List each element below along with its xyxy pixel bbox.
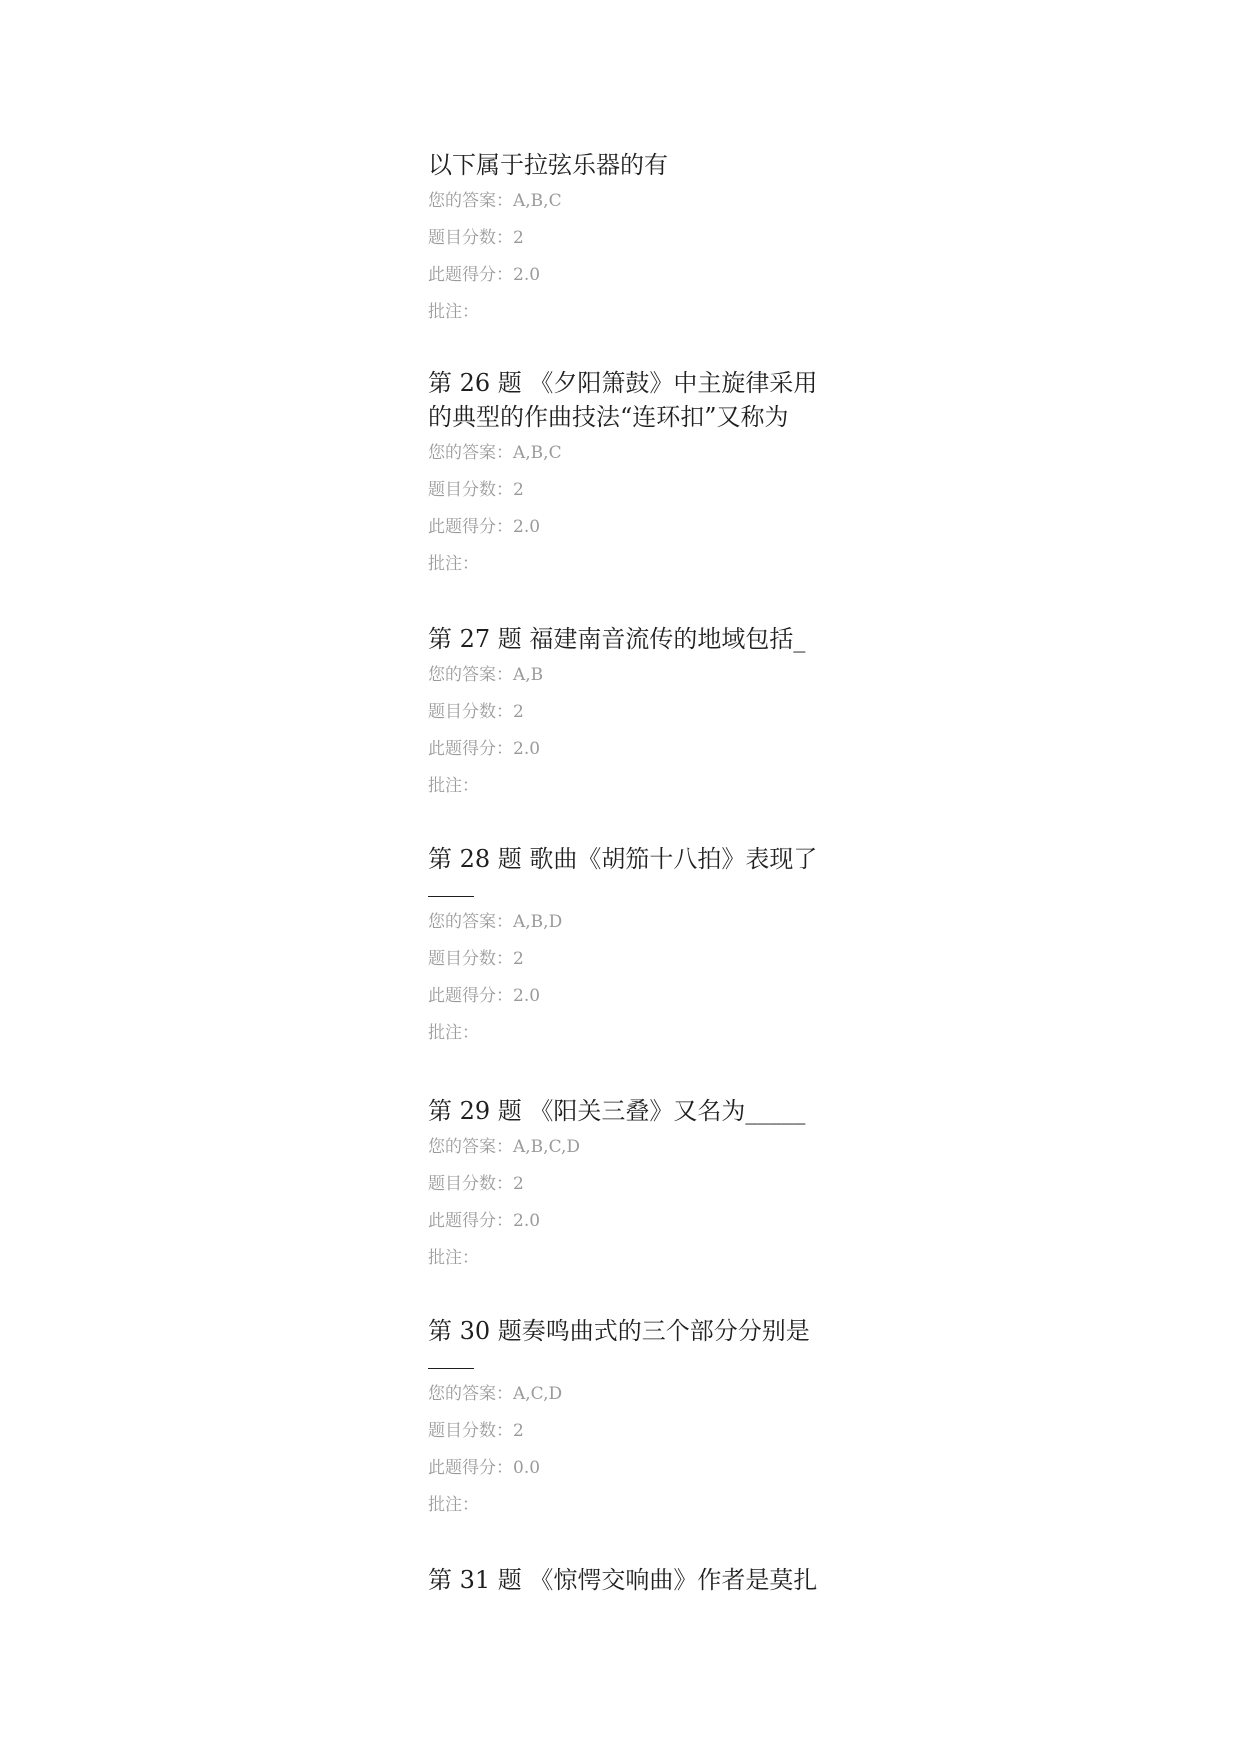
question-title: 第 31 题 《惊愕交响曲》作者是莫扎 (428, 1566, 818, 1594)
answer-label: 您的答案： (428, 1384, 513, 1404)
points-row (428, 948, 818, 970)
score-row (428, 1210, 818, 1232)
note-row (428, 301, 818, 323)
points-value: 2 (513, 949, 524, 969)
answer-row (428, 1383, 818, 1405)
score-row (428, 738, 818, 760)
answer-value: A,B,D (513, 912, 563, 932)
score-label: 此题得分： (428, 739, 513, 759)
note-row (428, 553, 818, 575)
question-block (428, 842, 818, 1044)
question-column (428, 0, 818, 1754)
question-title: 第 28 题 歌曲《胡笳十八拍》表现了 (428, 845, 818, 873)
note-row (428, 1247, 818, 1269)
question-block (428, 1314, 818, 1516)
question-block (428, 366, 818, 575)
note-row (428, 1494, 818, 1516)
note-label: 批注： (428, 776, 479, 796)
points-row (428, 701, 818, 723)
answer-value: A,B,C (513, 443, 562, 463)
score-label: 此题得分： (428, 986, 513, 1006)
score-value: 2.0 (513, 265, 541, 285)
question-block (428, 148, 818, 323)
score-value: 2.0 (513, 986, 541, 1006)
answer-value: A,B,C (513, 191, 562, 211)
answer-row (428, 664, 818, 686)
note-label: 批注： (428, 1023, 479, 1043)
note-row (428, 775, 818, 797)
answer-row (428, 1136, 818, 1158)
points-value: 2 (513, 1174, 524, 1194)
answer-value: A,C,D (513, 1384, 563, 1404)
question-title: 第 26 题 《夕阳箫鼓》中主旋律采用的典型的作曲技法“连环扣”又称为 (428, 369, 818, 431)
answer-label: 您的答案： (428, 443, 513, 463)
score-row (428, 516, 818, 538)
answer-row (428, 190, 818, 212)
score-row (428, 985, 818, 1007)
points-row (428, 479, 818, 501)
note-label: 批注： (428, 302, 479, 322)
points-label: 题目分数： (428, 480, 513, 500)
points-label: 题目分数： (428, 228, 513, 248)
points-value: 2 (513, 702, 524, 722)
answer-value: A,B,C,D (513, 1137, 581, 1157)
note-label: 批注： (428, 1248, 479, 1268)
question-block (428, 1563, 818, 1597)
answer-value: A,B (513, 665, 544, 685)
score-row (428, 264, 818, 286)
score-value: 2.0 (513, 1211, 541, 1231)
answer-label: 您的答案： (428, 912, 513, 932)
answer-row (428, 911, 818, 933)
points-label: 题目分数： (428, 1174, 513, 1194)
points-label: 题目分数： (428, 949, 513, 969)
answer-label: 您的答案： (428, 1137, 513, 1157)
points-label: 题目分数： (428, 1421, 513, 1441)
answer-label: 您的答案： (428, 191, 513, 211)
points-row (428, 227, 818, 249)
score-row (428, 1457, 818, 1479)
points-value: 2 (513, 228, 524, 248)
answer-blank-line (428, 896, 474, 897)
score-label: 此题得分： (428, 1211, 513, 1231)
answer-label: 您的答案： (428, 665, 513, 685)
score-value: 2.0 (513, 739, 541, 759)
score-label: 此题得分： (428, 1458, 513, 1478)
score-value: 0.0 (513, 1458, 541, 1478)
points-row (428, 1173, 818, 1195)
note-row (428, 1022, 818, 1044)
score-value: 2.0 (513, 517, 541, 537)
points-value: 2 (513, 1421, 524, 1441)
note-label: 批注： (428, 1495, 479, 1515)
question-title: 第 27 题 福建南音流传的地域包括_ (428, 625, 806, 653)
question-title: 第 30 题奏鸣曲式的三个部分分别是 (428, 1317, 810, 1345)
score-label: 此题得分： (428, 265, 513, 285)
question-block (428, 622, 818, 797)
points-label: 题目分数： (428, 702, 513, 722)
note-label: 批注： (428, 554, 479, 574)
question-title: 以下属于拉弦乐器的有 (428, 151, 668, 179)
score-label: 此题得分： (428, 517, 513, 537)
points-row (428, 1420, 818, 1442)
question-title: 第 29 题 《阳关三叠》又名为_____ (428, 1097, 806, 1125)
answer-blank-line (428, 1368, 474, 1369)
answer-row (428, 442, 818, 464)
points-value: 2 (513, 480, 524, 500)
question-block (428, 1094, 818, 1269)
